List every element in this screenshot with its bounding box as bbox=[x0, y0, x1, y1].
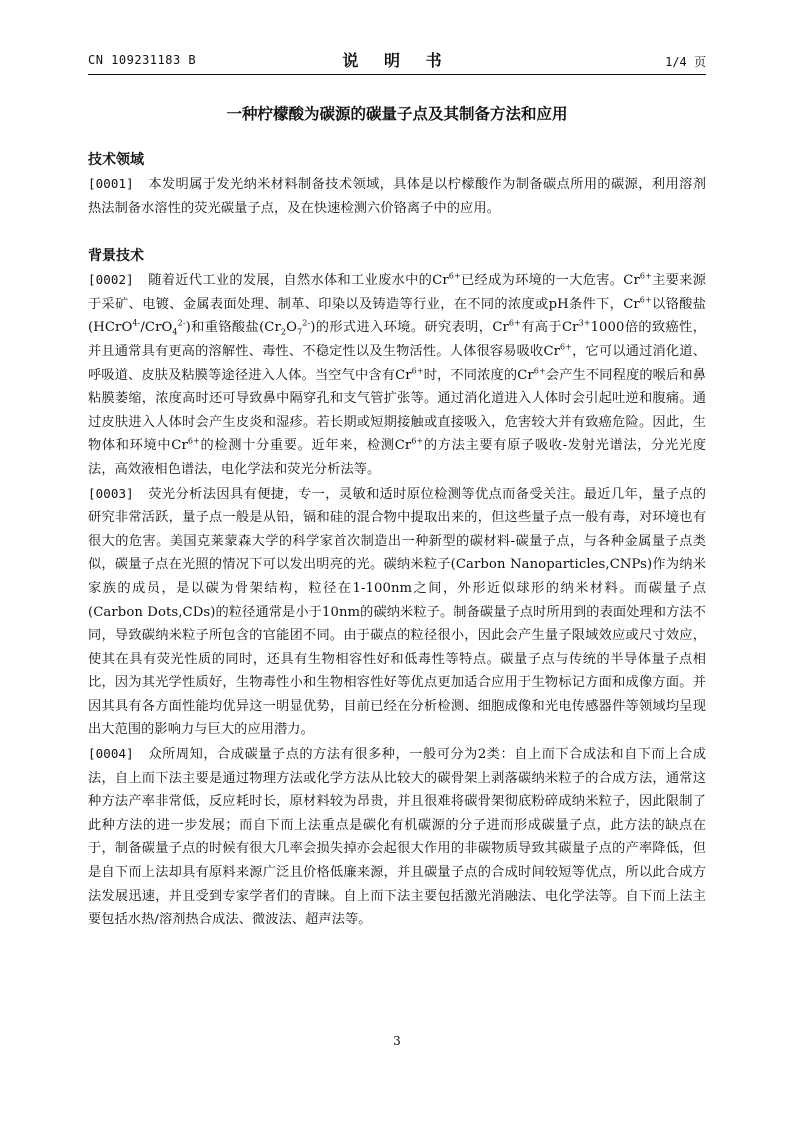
document-number: CN 109231183 B bbox=[88, 53, 197, 67]
text-run: )和重铬酸盐(Cr bbox=[185, 320, 281, 336]
document-type: 说 明 书 bbox=[342, 51, 452, 70]
superscript: 6+ bbox=[533, 366, 546, 376]
paragraph-0004 bbox=[88, 742, 706, 932]
text-run: O bbox=[286, 320, 298, 336]
superscript: 6+ bbox=[187, 436, 200, 446]
superscript: 2- bbox=[177, 318, 186, 328]
subscript: 2 bbox=[280, 328, 287, 338]
document-title: 一种柠檬酸为碳源的碳量子点及其制备方法和应用 bbox=[226, 105, 568, 123]
text-run: )的形式进入环境。研究表明，Cr bbox=[310, 320, 509, 336]
superscript: 6+ bbox=[639, 295, 652, 305]
superscript: 3+ bbox=[578, 318, 591, 328]
superscript: 6+ bbox=[508, 318, 521, 328]
paragraph-text: 本发明属于发光纳米材料制备技术领域，具体是以柠檬酸作为制备碳点所用的碳源，利用溶剂热法制备水溶性的荧光碳量子点，及在快速检测六价铬离子中的应用。 bbox=[88, 177, 706, 216]
page-header bbox=[88, 48, 706, 72]
text-run: 1000倍的致癌性，并且通常具有更高的溶解性、毒性、不稳定性以及生物活性。人体很容易吸收Cr bbox=[88, 320, 707, 359]
paragraph-number: [0001] bbox=[88, 176, 134, 191]
superscript: 6+ bbox=[639, 271, 652, 281]
section-gap bbox=[88, 220, 706, 244]
document-body bbox=[88, 148, 706, 932]
superscript: 6+ bbox=[560, 342, 573, 352]
paragraph-number: [0004] bbox=[88, 746, 134, 762]
page-info: 1/4 页 bbox=[665, 55, 706, 69]
text-run: 已经成为环境的一大危害。Cr bbox=[460, 273, 640, 289]
text-run: 会产生不同程度的喉后和鼻粘膜萎缩，浓度高时还可导致鼻中隔穿孔和支气管扩张等。通过消化道进入人体时会引起吐逆和腹痛。通过皮肤进入人体时会产生皮炎和湿疹。若长期或短期接触或直接吸入，危害较大并有致癌危险。因此，生物体和环境中Cr bbox=[88, 367, 707, 454]
section-heading-background: 背景技术 bbox=[88, 248, 144, 265]
text-run: 时，不同浓度的Cr bbox=[423, 367, 534, 383]
paragraph-0003 bbox=[88, 482, 706, 743]
superscript: 4- bbox=[132, 318, 141, 328]
text-run: 的检测十分重要。近年来，检测Cr bbox=[199, 438, 412, 454]
superscript: 6+ bbox=[411, 366, 424, 376]
text-run: 以铬酸盐(HCrO bbox=[88, 296, 706, 336]
superscript: 6+ bbox=[448, 271, 461, 281]
text-run: 随着近代工业的发展，自然水体和工业废水中的Cr bbox=[148, 273, 449, 289]
paragraph-text: 荧光分析法因具有便捷，专一，灵敏和适时原位检测等优点而备受关注。最近几年，量子点的研究非常活跃，量子点一般是从铅，镉和硅的混合物中提取出来的，但这些量子点一般有毒，对环境也有很大的危害。美国克莱蒙森大学的科学家首次制造出一种新型的碳材料-碳量子点，与各种金属量子点类似，碳量子点在光照的情况下可以发出明亮的光。碳纳米粒子(Carbon Nanoparticles,CNPs)作为纳米家族的成员，是以碳为骨架结构，粒径在1-100nm之间，外形近似球形的纳米材料。而碳量子点(Carbon Dots,CDs)的粒径通常是小于10nm的碳纳米粒子。制备碳量子点时所用到的表面处理和方法不同，导致碳纳米粒子所包含的官能团不同。由于碳点的粒径很小，因此会产生量子限域效应或尺寸效应，使其在具有荧光性质的同时，还具有生物相容性好和低毒性等特点。碳量子点与传统的半导体量子点相比，因为其光学性质好，生物毒性小和生物相容性好等优点更加适合应用于生物标记方面和成像方面。并因其具有各方面性能均优异这一明显优势，目前已经在分析检测、细胞成像和光电传感器件等领域均呈现出大范围的影响力与巨大的应用潜力。 bbox=[88, 486, 706, 738]
paragraph-0002 bbox=[88, 268, 706, 481]
superscript: 6+ bbox=[411, 436, 424, 446]
header-rule bbox=[88, 74, 706, 75]
paragraph-0001 bbox=[88, 172, 706, 220]
paragraph-text: 众所周知，合成碳量子点的方法有很多种，一般可分为2类：自上而下合成法和自下而上合成法，自上而下法主要是通过物理方法或化学方法从比较大的碳骨架上剥落碳纳米粒子的合成方法，通常这种方法产率非常低，反应耗时长，原材料较为昂贵，并且很难将碳骨架彻底粉碎成纳米粒子，因此限制了此种方法的进一步发展；而自下而上法重点是碳化有机碳源的分子进而形成碳量子点，此方法的缺点在于，制备碳量子点的时候有很大几率会损失掉亦会起很大作用的非碳物质导致其碳量子点的产率降低，但是自下而上法却具有原料来源广泛且价格低廉来源，并且碳量子点的合成时间较短等优点，所以此合成方法发展迅速，并且受到专家学者们的青睐。自上而下法主要包括激光消融法、电化学法等。自下而上法主要包括水热/溶剂热合成法、微波法、超声法等。 bbox=[88, 747, 706, 928]
subscript: 4 bbox=[172, 328, 178, 338]
superscript: 2- bbox=[302, 318, 311, 328]
page-number: 3 bbox=[393, 1034, 401, 1048]
text-run: 的方法主要有原子吸收-发射光谱法，分光光度法，高效液相色谱法，电化学法和荧光分析法等。 bbox=[88, 438, 706, 477]
text-run: /CrO bbox=[140, 320, 173, 336]
text-run: 有高于Cr bbox=[520, 320, 579, 336]
text-run: 主要来源于采矿、电镀、金属表面处理、制革、印染以及铸造等行业，在不同的浓度或pH条件下，Cr bbox=[88, 273, 706, 312]
paragraph-number: [0002] bbox=[88, 272, 134, 288]
subscript: 7 bbox=[297, 328, 303, 338]
text-run: ，它可以通过消化道、呼吸道、皮肤及粘膜等途径进入人体。当空气中含有Cr bbox=[88, 343, 707, 383]
section-heading-tech-field: 技术领域 bbox=[88, 152, 144, 168]
paragraph-number: [0003] bbox=[88, 485, 134, 501]
